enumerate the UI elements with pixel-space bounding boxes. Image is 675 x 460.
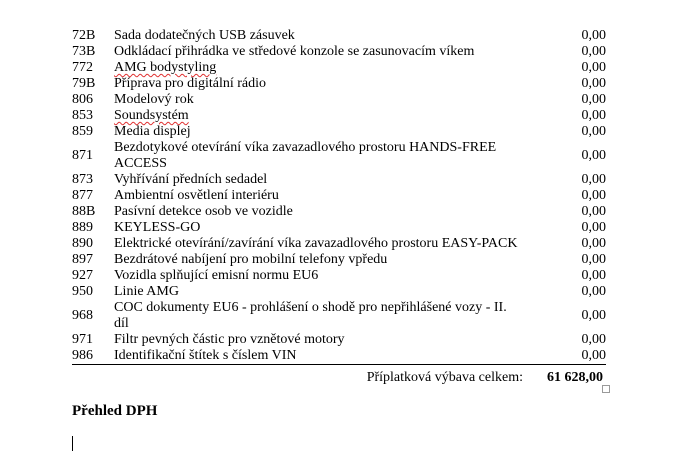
- option-description: KEYLESS-GO: [114, 220, 201, 235]
- table-row: [72, 28, 606, 44]
- option-price: 0,00: [581, 204, 606, 219]
- option-description: Ambientní osvětlení interiéru: [114, 188, 279, 203]
- option-code: 772: [72, 60, 93, 75]
- option-code: 73B: [72, 44, 96, 59]
- option-code: 968: [72, 308, 93, 323]
- option-price: 0,00: [581, 60, 606, 75]
- table-row: [72, 140, 606, 172]
- table-row: [72, 220, 606, 236]
- total-value: 61 628,00: [547, 370, 603, 385]
- option-description: COC dokumenty EU6 - prohlášení o shodě pro nepřihlášené vozy - II. díl: [114, 300, 507, 331]
- table-row: [72, 76, 606, 92]
- option-description: Pasívní detekce osob ve vozidle: [114, 204, 293, 219]
- spellcheck-underlined-text[interactable]: AMG bodystyling: [114, 60, 217, 75]
- option-description: Elektrické otevírání/zavírání víka zavazadlového prostoru EASY-PACK: [114, 236, 518, 251]
- option-description: [114, 60, 524, 76]
- option-description: Filtr pevných částic pro vznětové motory: [114, 332, 345, 347]
- option-price: 0,00: [581, 172, 606, 187]
- total-row: [72, 369, 606, 387]
- table-row: [72, 188, 606, 204]
- table-row: [72, 236, 606, 252]
- table-row: [72, 108, 606, 124]
- option-price: 0,00: [581, 236, 606, 251]
- option-description: [114, 108, 524, 124]
- option-description: Vyhřívání předních sedadel: [114, 172, 268, 187]
- table-row: [72, 60, 606, 76]
- options-table: [72, 28, 606, 365]
- option-description: Identifikační štítek s číslem VIN: [114, 348, 524, 365]
- option-code: 889: [72, 220, 93, 235]
- option-code: 79B: [72, 76, 96, 91]
- option-code: 871: [72, 148, 93, 163]
- table-resize-handle[interactable]: [602, 385, 610, 393]
- text-cursor: [72, 436, 73, 451]
- option-price: 0,00: [581, 148, 606, 163]
- option-price: 0,00: [581, 28, 606, 43]
- option-code: 853: [72, 108, 93, 123]
- option-price: 0,00: [581, 284, 606, 299]
- option-code: 859: [72, 124, 93, 139]
- option-price: 0,00: [581, 188, 606, 203]
- option-code: 877: [72, 188, 93, 203]
- option-price: 0,00: [581, 108, 606, 123]
- option-code: 88B: [72, 204, 96, 219]
- table-row: [72, 92, 606, 108]
- option-code: 986: [72, 348, 114, 365]
- option-price: 0,00: [581, 44, 606, 59]
- table-row: [72, 268, 606, 284]
- option-code: 897: [72, 252, 93, 267]
- table-row: [72, 124, 606, 140]
- option-price: 0,00: [581, 268, 606, 283]
- option-description: Modelový rok: [114, 92, 194, 107]
- option-code: 873: [72, 172, 93, 187]
- table-row: [72, 204, 606, 220]
- option-code: 890: [72, 236, 93, 251]
- option-code: 927: [72, 268, 93, 283]
- total-label: Příplatková výbava celkem:: [366, 370, 523, 385]
- table-row: [72, 44, 606, 60]
- option-code: 806: [72, 92, 93, 107]
- section-heading: Přehled DPH: [72, 403, 158, 419]
- option-price: 0,00: [581, 220, 606, 235]
- spellcheck-underlined-text[interactable]: Soundsystém: [114, 108, 189, 123]
- option-price: 0,00: [581, 308, 606, 323]
- table-row: [72, 172, 606, 188]
- table-row: [72, 284, 606, 300]
- table-row: [72, 252, 606, 268]
- table-row: [72, 332, 606, 348]
- option-price: 0,00: [581, 124, 606, 139]
- option-description: Příprava pro digitální rádio: [114, 76, 267, 91]
- option-description: Media displej: [114, 124, 191, 139]
- option-code: 971: [72, 332, 93, 347]
- option-code: 72B: [72, 28, 96, 43]
- option-description: Vozidla splňující emisní normu EU6: [114, 268, 319, 283]
- option-description: Bezdrátové nabíjení pro mobilní telefony vpředu: [114, 252, 388, 267]
- option-price: 0,00: [581, 92, 606, 107]
- option-description: Linie AMG: [114, 284, 179, 299]
- option-code: 950: [72, 284, 93, 299]
- option-description: Sada dodatečných USB zásuvek: [114, 28, 295, 43]
- option-price: 0,00: [581, 332, 606, 347]
- option-price: 0,00: [581, 76, 606, 91]
- option-description: Bezdotykové otevírání víka zavazadlového prostoru HANDS-FREE ACCESS: [114, 140, 497, 171]
- option-description: Odkládací přihrádka ve středové konzole se zasunovacím víkem: [114, 44, 475, 59]
- option-price: 0,00: [524, 348, 606, 365]
- table-row: [72, 300, 606, 332]
- table-row: [72, 348, 606, 365]
- option-price: 0,00: [581, 252, 606, 267]
